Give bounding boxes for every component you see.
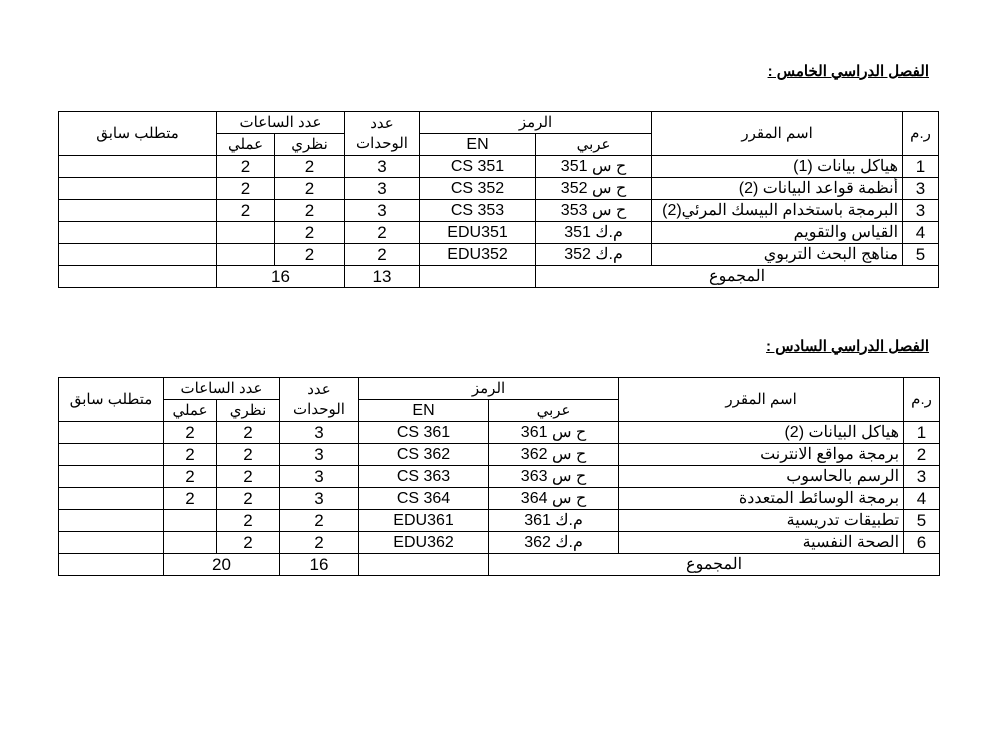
table-row xyxy=(59,444,940,466)
course-practical-hours: 2 xyxy=(164,422,217,444)
course-prereq xyxy=(59,422,164,444)
course-name: الصحة النفسية xyxy=(619,532,904,554)
course-name: الرسم بالحاسوب xyxy=(619,466,904,488)
course-prereq xyxy=(59,244,217,266)
col-theory-header: نظري xyxy=(275,134,345,156)
course-units: 3 xyxy=(280,466,359,488)
total-label: المجموع xyxy=(536,266,939,288)
course-name: القياس والتقويم xyxy=(652,222,903,244)
header-row xyxy=(59,378,940,400)
course-units: 3 xyxy=(280,488,359,510)
semester-6-table xyxy=(58,377,940,576)
col-practical-header: عملي xyxy=(164,400,217,422)
total-row xyxy=(59,554,940,576)
total-hours: 16 xyxy=(217,266,345,288)
col-code-en-header: EN xyxy=(359,400,489,422)
header-row xyxy=(59,112,939,134)
course-theory-hours: 2 xyxy=(217,532,280,554)
row-no: 1 xyxy=(904,422,940,444)
col-code-ar-header: عربي xyxy=(489,400,619,422)
table-row xyxy=(59,156,939,178)
col-code-en-header: EN xyxy=(420,134,536,156)
col-hours-header: عدد الساعات xyxy=(217,112,345,134)
total-empty-cell xyxy=(359,554,489,576)
course-code-ar: ح س 361 xyxy=(489,422,619,444)
course-code-ar: م.ك 351 xyxy=(536,222,652,244)
course-name: برمجة الوسائط المتعددة xyxy=(619,488,904,510)
course-prereq xyxy=(59,178,217,200)
course-code-en: CS 351 xyxy=(420,156,536,178)
semester-5-table xyxy=(58,111,939,288)
total-prereq-empty xyxy=(59,266,217,288)
course-theory-hours: 2 xyxy=(275,156,345,178)
col-code-ar-header: عربي xyxy=(536,134,652,156)
course-practical-hours: 2 xyxy=(217,200,275,222)
col-code-header: الرمز xyxy=(359,378,619,400)
course-code-en: CS 352 xyxy=(420,178,536,200)
col-course-name-header: اسم المقرر xyxy=(619,378,904,422)
course-theory-hours: 2 xyxy=(275,222,345,244)
course-practical-hours xyxy=(217,222,275,244)
course-code-en: EDU351 xyxy=(420,222,536,244)
course-name: مناهج البحث التربوي xyxy=(652,244,903,266)
col-units-header: عدد الوحدات xyxy=(280,378,359,422)
course-code-ar: ح س 351 xyxy=(536,156,652,178)
course-units: 3 xyxy=(280,422,359,444)
course-units: 2 xyxy=(280,532,359,554)
total-prereq-empty xyxy=(59,554,164,576)
course-units: 2 xyxy=(345,244,420,266)
course-code-ar: ح س 352 xyxy=(536,178,652,200)
course-code-en: CS 361 xyxy=(359,422,489,444)
course-units: 3 xyxy=(345,200,420,222)
course-code-en: CS 364 xyxy=(359,488,489,510)
course-prereq xyxy=(59,222,217,244)
row-no: 4 xyxy=(903,222,939,244)
course-units: 3 xyxy=(345,178,420,200)
course-theory-hours: 2 xyxy=(217,488,280,510)
course-name: هياكل بيانات (1) xyxy=(652,156,903,178)
course-prereq xyxy=(59,466,164,488)
course-units: 3 xyxy=(345,156,420,178)
course-units: 2 xyxy=(280,510,359,532)
course-code-ar: م.ك 362 xyxy=(489,532,619,554)
course-code-ar: ح س 364 xyxy=(489,488,619,510)
course-code-ar: ح س 362 xyxy=(489,444,619,466)
course-prereq xyxy=(59,510,164,532)
row-no: 3 xyxy=(904,466,940,488)
table-row xyxy=(59,510,940,532)
col-practical-header: عملي xyxy=(217,134,275,156)
course-theory-hours: 2 xyxy=(275,200,345,222)
course-practical-hours xyxy=(164,532,217,554)
course-prereq xyxy=(59,200,217,222)
course-name: أنظمة قواعد البيانات (2) xyxy=(652,178,903,200)
course-practical-hours: 2 xyxy=(164,488,217,510)
course-practical-hours: 2 xyxy=(164,466,217,488)
table-row xyxy=(59,244,939,266)
total-row xyxy=(59,266,939,288)
course-prereq xyxy=(59,444,164,466)
row-no: 5 xyxy=(903,244,939,266)
course-practical-hours xyxy=(217,244,275,266)
semester-6-title: الفصل الدراسي السادس : xyxy=(766,338,929,355)
course-code-en: CS 363 xyxy=(359,466,489,488)
course-units: 2 xyxy=(345,222,420,244)
row-no: 3 xyxy=(903,200,939,222)
table-row xyxy=(59,200,939,222)
course-code-ar: ح س 363 xyxy=(489,466,619,488)
total-units: 13 xyxy=(345,266,420,288)
course-prereq xyxy=(59,532,164,554)
course-prereq xyxy=(59,156,217,178)
course-theory-hours: 2 xyxy=(217,466,280,488)
course-practical-hours: 2 xyxy=(164,444,217,466)
course-units: 3 xyxy=(280,444,359,466)
course-practical-hours: 2 xyxy=(217,156,275,178)
course-code-ar: م.ك 352 xyxy=(536,244,652,266)
course-code-en: CS 362 xyxy=(359,444,489,466)
course-code-en: EDU352 xyxy=(420,244,536,266)
row-no: 4 xyxy=(904,488,940,510)
course-code-ar: م.ك 361 xyxy=(489,510,619,532)
total-label: المجموع xyxy=(489,554,940,576)
course-theory-hours: 2 xyxy=(275,178,345,200)
row-no: 3 xyxy=(903,178,939,200)
col-no-header: ر.م xyxy=(903,112,939,156)
col-prereq-header: متطلب سابق xyxy=(59,378,164,422)
course-theory-hours: 2 xyxy=(217,422,280,444)
course-theory-hours: 2 xyxy=(217,510,280,532)
row-no: 1 xyxy=(903,156,939,178)
course-code-en: CS 353 xyxy=(420,200,536,222)
col-units-header: عدد الوحدات xyxy=(345,112,420,156)
course-practical-hours: 2 xyxy=(217,178,275,200)
course-theory-hours: 2 xyxy=(217,444,280,466)
course-name: برمجة مواقع الانترنت xyxy=(619,444,904,466)
course-practical-hours xyxy=(164,510,217,532)
table-row xyxy=(59,222,939,244)
course-name: تطبيقات تدريسية xyxy=(619,510,904,532)
course-code-en: EDU362 xyxy=(359,532,489,554)
row-no: 5 xyxy=(904,510,940,532)
course-theory-hours: 2 xyxy=(275,244,345,266)
row-no: 2 xyxy=(904,444,940,466)
course-code-en: EDU361 xyxy=(359,510,489,532)
table-row xyxy=(59,422,940,444)
table-row xyxy=(59,178,939,200)
col-no-header: ر.م xyxy=(904,378,940,422)
total-empty-cell xyxy=(420,266,536,288)
col-course-name-header: اسم المقرر xyxy=(652,112,903,156)
table-row xyxy=(59,488,940,510)
total-hours: 20 xyxy=(164,554,280,576)
course-prereq xyxy=(59,488,164,510)
col-code-header: الرمز xyxy=(420,112,652,134)
semester-5-title: الفصل الدراسي الخامس : xyxy=(767,63,929,80)
col-hours-header: عدد الساعات xyxy=(164,378,280,400)
course-name: هياكل البيانات (2) xyxy=(619,422,904,444)
table-row xyxy=(59,466,940,488)
course-code-ar: ح س 353 xyxy=(536,200,652,222)
total-units: 16 xyxy=(280,554,359,576)
row-no: 6 xyxy=(904,532,940,554)
col-prereq-header: متطلب سابق xyxy=(59,112,217,156)
col-theory-header: نظري xyxy=(217,400,280,422)
table-row xyxy=(59,532,940,554)
course-name: البرمجة باستخدام البيسك المرئي(2) xyxy=(652,200,903,222)
